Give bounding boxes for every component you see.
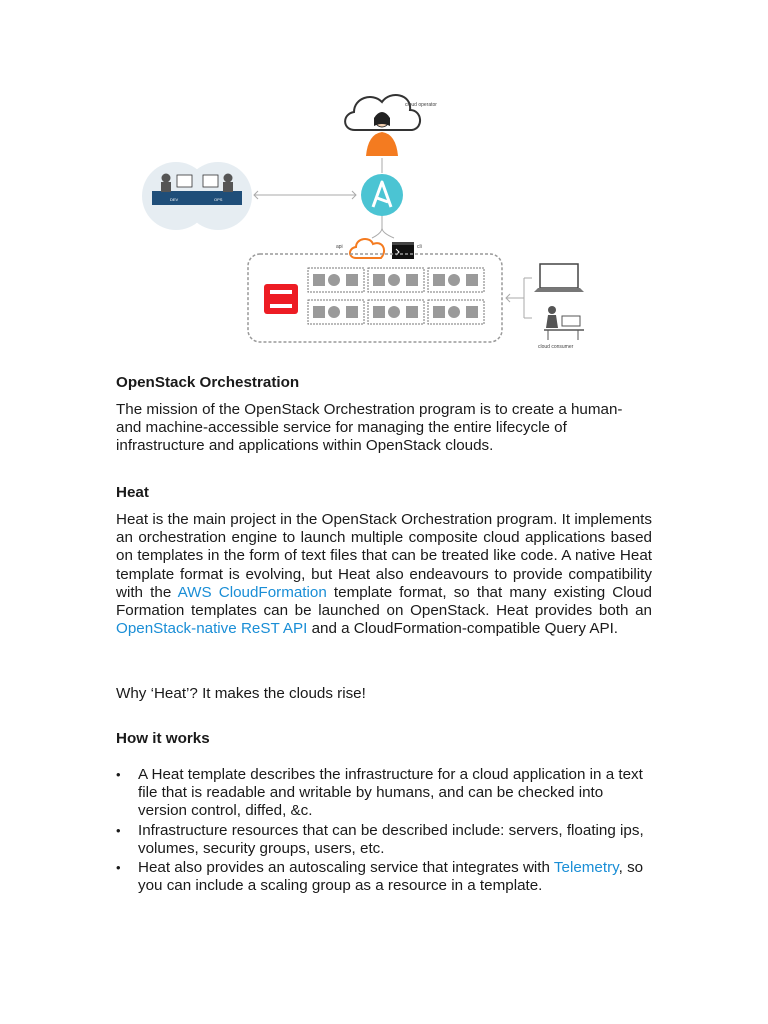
label-dev: DEV [170, 197, 179, 202]
openstack-logo-icon [264, 284, 298, 314]
label-api: api [336, 244, 343, 250]
heat-text-part-2: template format, so that many existing Cloud Formation templates can be launched on OpenStack. Heat provides both an [116, 583, 652, 620]
link-aws-cloudformation[interactable]: AWS CloudFormation [177, 583, 327, 601]
paragraph-heat [116, 511, 652, 638]
heat-text-part-3: and a CloudFormation-compatible Query API. [307, 620, 619, 638]
heading-heat: Heat [116, 484, 149, 501]
paragraph-mission: The mission of the OpenStack Orchestration program is to create a human- and machine-accessible service for managing the entire lifecycle of infrastructure and applications within OpenStack clouds. [116, 401, 623, 455]
list-item [116, 822, 656, 858]
label-cloud-operator: cloud operator [405, 102, 437, 108]
list-item-text: Infrastructure resources that can be described include: servers, floating ips, volumes, security groups, users, etc. [138, 821, 644, 857]
infrastructure-cloud [248, 254, 502, 342]
consumer-desk-icon [544, 306, 584, 340]
laptop-icon [534, 264, 584, 292]
link-telemetry[interactable]: Telemetry [553, 859, 619, 877]
list-item [116, 859, 656, 895]
label-ops: OPS [214, 197, 223, 202]
terminal-icon [392, 242, 414, 259]
list-item-text: Heat also provides an autoscaling service that integrates with [138, 859, 554, 877]
heading-openstack-orchestration: OpenStack Orchestration [116, 374, 300, 391]
how-it-works-list [116, 766, 656, 896]
label-cloud-consumer: cloud consumer [538, 344, 574, 350]
ansible-icon [361, 174, 403, 216]
heading-how-it-works: How it works [116, 730, 210, 747]
list-item-text: A Heat template describes the infrastructure for a cloud application in a text file that is readable and writable by humans, and can be checked into version control, diffed, &c. [138, 766, 643, 820]
architecture-diagram [120, 78, 650, 358]
paragraph-why-heat: Why ‘Heat’? It makes the clouds rise! [116, 685, 366, 702]
list-item [116, 766, 656, 821]
heat-text-part-1: Heat is the main project in the OpenStack Orchestration program. It implements an orchestration engine to launch multiple composite cloud applications based on templates in the form of text files that can be treated like code. A native Heat template format is evolving, but Heat also endeavours to provide compatibility with the [116, 511, 652, 601]
label-cli: cli [417, 244, 422, 250]
dev-ops-team-icon [142, 162, 252, 230]
link-openstack-native-rest-api[interactable]: OpenStack-native ReST API [116, 620, 308, 638]
list-item-text-end: , so you can include a scaling group as a resource in a template. [138, 859, 644, 895]
api-cloud-icon [350, 239, 384, 258]
